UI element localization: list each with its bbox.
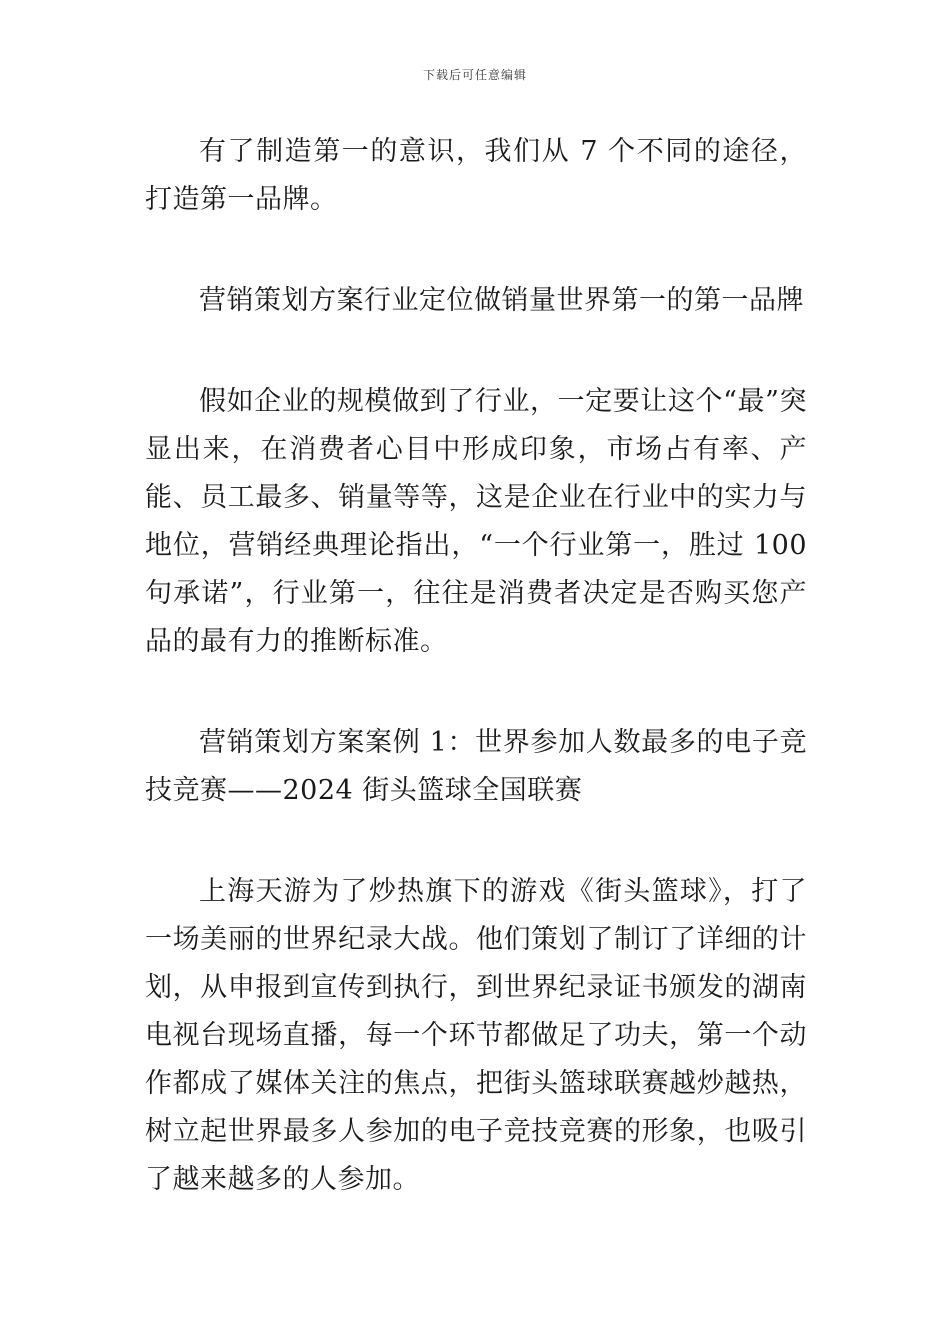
paragraph-industry-first: 假如企业的规模做到了行业，一定要让这个“最”突显出来，在消费者心目中形成印象，市场占有率、产能、员工最多、销量等等，这是企业在行业中的实力与地位，营销经典理论指出，“一个行业第一，胜过 100 句承诺”，行业第一，往往是消费者决定是否购买您产品的最有力的推断标准。	[145, 386, 807, 657]
document-body	[145, 128, 807, 1257]
paragraph-case-description: 上海天游为了炒热旗下的游戏《街头篮球》，打了一场美丽的世界纪录大战。他们策划了制订了详细的计划，从申报到宣传到执行，到世界纪录证书颁发的湖南电视台现场直播，每一个环节都做足了功夫，第一个动作都成了媒体关注的焦点，把街头篮球联赛越炒越热，树立起世界最多人参加的电子竞技竞赛的形象，也吸引了越来越多的人参加。	[145, 876, 807, 1195]
page-header-note: 下载后可任意编辑	[422, 68, 527, 82]
paragraph-intro: 有了制造第一的意识，我们从 7 个不同的途径，打造第一品牌。	[145, 136, 807, 215]
section-heading-industry-position: 营销策划方案行业定位做销量世界第一的第一品牌	[199, 285, 804, 316]
section-heading-case-1: 营销策划方案案例 1：世界参加人数最多的电子竞技竞赛——2024 街头篮球全国联赛	[145, 727, 807, 806]
